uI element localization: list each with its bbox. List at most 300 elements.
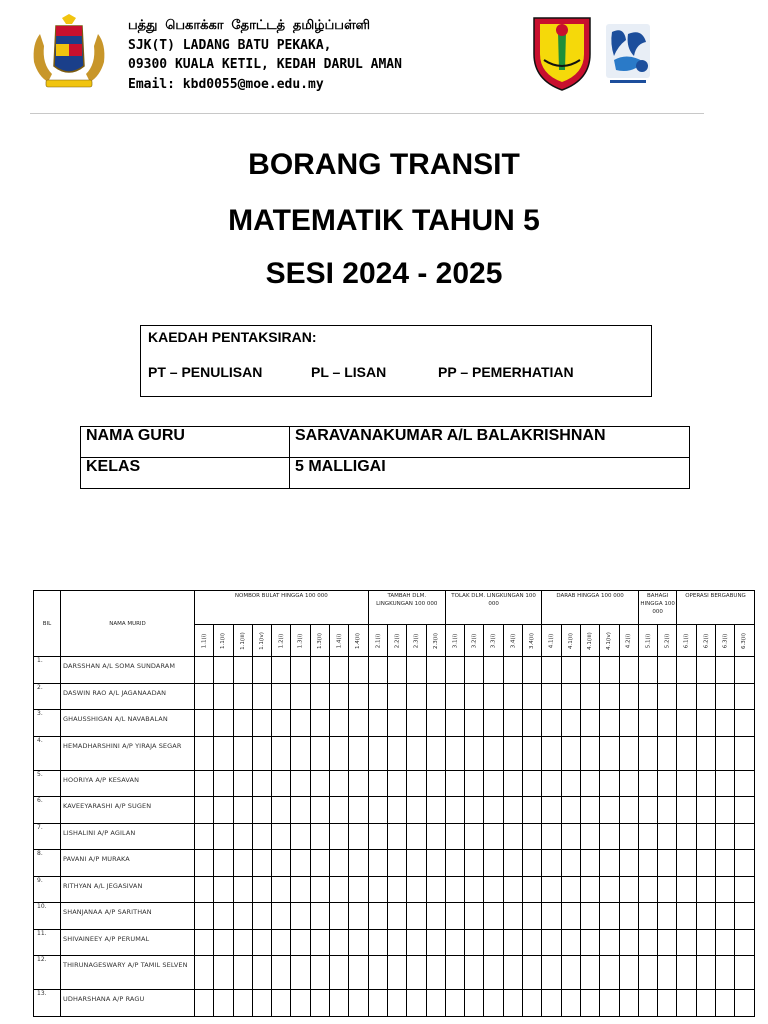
mark-cell[interactable] [503, 956, 522, 990]
mark-cell[interactable] [195, 710, 214, 737]
mark-cell[interactable] [658, 929, 677, 956]
mark-cell[interactable] [580, 903, 599, 930]
mark-cell[interactable] [580, 990, 599, 1017]
mark-cell[interactable] [368, 770, 387, 797]
mark-cell[interactable] [214, 797, 233, 824]
mark-cell[interactable] [716, 990, 735, 1017]
mark-cell[interactable] [426, 770, 445, 797]
mark-cell[interactable] [716, 770, 735, 797]
mark-cell[interactable] [445, 903, 464, 930]
mark-cell[interactable] [677, 903, 696, 930]
mark-cell[interactable] [503, 850, 522, 877]
mark-cell[interactable] [195, 770, 214, 797]
mark-cell[interactable] [542, 903, 561, 930]
mark-cell[interactable] [368, 929, 387, 956]
mark-cell[interactable] [696, 876, 715, 903]
mark-cell[interactable] [696, 850, 715, 877]
mark-cell[interactable] [716, 956, 735, 990]
mark-cell[interactable] [542, 823, 561, 850]
mark-cell[interactable] [233, 770, 252, 797]
mark-cell[interactable] [580, 929, 599, 956]
mark-cell[interactable] [214, 683, 233, 710]
mark-cell[interactable] [407, 683, 426, 710]
mark-cell[interactable] [291, 876, 310, 903]
mark-cell[interactable] [542, 929, 561, 956]
mark-cell[interactable] [368, 990, 387, 1017]
mark-cell[interactable] [580, 956, 599, 990]
mark-cell[interactable] [561, 736, 580, 770]
mark-cell[interactable] [716, 736, 735, 770]
mark-cell[interactable] [291, 850, 310, 877]
mark-cell[interactable] [600, 736, 619, 770]
mark-cell[interactable] [426, 990, 445, 1017]
mark-cell[interactable] [696, 797, 715, 824]
mark-cell[interactable] [310, 710, 329, 737]
mark-cell[interactable] [330, 903, 349, 930]
mark-cell[interactable] [426, 823, 445, 850]
mark-cell[interactable] [387, 929, 406, 956]
mark-cell[interactable] [291, 823, 310, 850]
mark-cell[interactable] [716, 929, 735, 956]
mark-cell[interactable] [272, 876, 291, 903]
mark-cell[interactable] [735, 770, 754, 797]
mark-cell[interactable] [310, 683, 329, 710]
mark-cell[interactable] [387, 770, 406, 797]
mark-cell[interactable] [484, 736, 503, 770]
mark-cell[interactable] [310, 770, 329, 797]
mark-cell[interactable] [195, 736, 214, 770]
mark-cell[interactable] [735, 903, 754, 930]
mark-cell[interactable] [484, 903, 503, 930]
mark-cell[interactable] [716, 876, 735, 903]
mark-cell[interactable] [330, 850, 349, 877]
mark-cell[interactable] [252, 797, 271, 824]
mark-cell[interactable] [426, 929, 445, 956]
mark-cell[interactable] [272, 929, 291, 956]
mark-cell[interactable] [445, 929, 464, 956]
mark-cell[interactable] [291, 797, 310, 824]
mark-cell[interactable] [580, 710, 599, 737]
mark-cell[interactable] [619, 683, 638, 710]
mark-cell[interactable] [349, 770, 368, 797]
mark-cell[interactable] [696, 956, 715, 990]
mark-cell[interactable] [484, 657, 503, 684]
mark-cell[interactable] [561, 823, 580, 850]
mark-cell[interactable] [484, 956, 503, 990]
mark-cell[interactable] [600, 850, 619, 877]
mark-cell[interactable] [368, 797, 387, 824]
mark-cell[interactable] [330, 956, 349, 990]
mark-cell[interactable] [214, 876, 233, 903]
mark-cell[interactable] [619, 929, 638, 956]
mark-cell[interactable] [330, 990, 349, 1017]
mark-cell[interactable] [484, 929, 503, 956]
mark-cell[interactable] [445, 797, 464, 824]
mark-cell[interactable] [445, 990, 464, 1017]
mark-cell[interactable] [291, 903, 310, 930]
mark-cell[interactable] [330, 683, 349, 710]
mark-cell[interactable] [600, 710, 619, 737]
mark-cell[interactable] [735, 850, 754, 877]
mark-cell[interactable] [272, 710, 291, 737]
mark-cell[interactable] [716, 657, 735, 684]
mark-cell[interactable] [696, 736, 715, 770]
mark-cell[interactable] [735, 823, 754, 850]
mark-cell[interactable] [523, 736, 542, 770]
mark-cell[interactable] [503, 797, 522, 824]
mark-cell[interactable] [542, 876, 561, 903]
mark-cell[interactable] [368, 657, 387, 684]
mark-cell[interactable] [465, 990, 484, 1017]
mark-cell[interactable] [272, 823, 291, 850]
mark-cell[interactable] [426, 903, 445, 930]
mark-cell[interactable] [658, 770, 677, 797]
mark-cell[interactable] [214, 850, 233, 877]
mark-cell[interactable] [368, 710, 387, 737]
mark-cell[interactable] [542, 956, 561, 990]
mark-cell[interactable] [214, 903, 233, 930]
mark-cell[interactable] [272, 683, 291, 710]
mark-cell[interactable] [252, 903, 271, 930]
mark-cell[interactable] [716, 850, 735, 877]
mark-cell[interactable] [619, 876, 638, 903]
mark-cell[interactable] [445, 956, 464, 990]
mark-cell[interactable] [195, 990, 214, 1017]
mark-cell[interactable] [214, 929, 233, 956]
mark-cell[interactable] [426, 710, 445, 737]
mark-cell[interactable] [330, 736, 349, 770]
mark-cell[interactable] [407, 823, 426, 850]
mark-cell[interactable] [716, 710, 735, 737]
mark-cell[interactable] [638, 710, 657, 737]
mark-cell[interactable] [619, 657, 638, 684]
mark-cell[interactable] [484, 850, 503, 877]
mark-cell[interactable] [503, 736, 522, 770]
mark-cell[interactable] [677, 683, 696, 710]
mark-cell[interactable] [349, 823, 368, 850]
mark-cell[interactable] [349, 850, 368, 877]
mark-cell[interactable] [503, 683, 522, 710]
mark-cell[interactable] [349, 710, 368, 737]
mark-cell[interactable] [580, 770, 599, 797]
mark-cell[interactable] [523, 710, 542, 737]
mark-cell[interactable] [561, 956, 580, 990]
mark-cell[interactable] [600, 990, 619, 1017]
mark-cell[interactable] [638, 736, 657, 770]
mark-cell[interactable] [195, 876, 214, 903]
mark-cell[interactable] [600, 929, 619, 956]
mark-cell[interactable] [252, 823, 271, 850]
mark-cell[interactable] [580, 797, 599, 824]
mark-cell[interactable] [426, 657, 445, 684]
mark-cell[interactable] [368, 736, 387, 770]
mark-cell[interactable] [387, 823, 406, 850]
mark-cell[interactable] [523, 770, 542, 797]
mark-cell[interactable] [677, 850, 696, 877]
mark-cell[interactable] [330, 797, 349, 824]
mark-cell[interactable] [523, 929, 542, 956]
mark-cell[interactable] [735, 797, 754, 824]
mark-cell[interactable] [658, 876, 677, 903]
mark-cell[interactable] [523, 956, 542, 990]
mark-cell[interactable] [638, 903, 657, 930]
mark-cell[interactable] [677, 797, 696, 824]
mark-cell[interactable] [291, 736, 310, 770]
mark-cell[interactable] [716, 823, 735, 850]
mark-cell[interactable] [484, 990, 503, 1017]
mark-cell[interactable] [291, 990, 310, 1017]
mark-cell[interactable] [465, 823, 484, 850]
mark-cell[interactable] [368, 903, 387, 930]
mark-cell[interactable] [349, 736, 368, 770]
mark-cell[interactable] [407, 990, 426, 1017]
mark-cell[interactable] [677, 657, 696, 684]
mark-cell[interactable] [465, 770, 484, 797]
mark-cell[interactable] [252, 929, 271, 956]
mark-cell[interactable] [195, 903, 214, 930]
mark-cell[interactable] [735, 990, 754, 1017]
mark-cell[interactable] [561, 990, 580, 1017]
mark-cell[interactable] [523, 903, 542, 930]
mark-cell[interactable] [465, 683, 484, 710]
mark-cell[interactable] [503, 710, 522, 737]
mark-cell[interactable] [291, 770, 310, 797]
mark-cell[interactable] [368, 850, 387, 877]
mark-cell[interactable] [272, 850, 291, 877]
mark-cell[interactable] [735, 657, 754, 684]
mark-cell[interactable] [561, 850, 580, 877]
mark-cell[interactable] [523, 990, 542, 1017]
mark-cell[interactable] [542, 657, 561, 684]
mark-cell[interactable] [658, 903, 677, 930]
mark-cell[interactable] [445, 736, 464, 770]
mark-cell[interactable] [523, 797, 542, 824]
mark-cell[interactable] [638, 929, 657, 956]
mark-cell[interactable] [387, 990, 406, 1017]
mark-cell[interactable] [387, 657, 406, 684]
mark-cell[interactable] [330, 876, 349, 903]
mark-cell[interactable] [387, 710, 406, 737]
mark-cell[interactable] [600, 823, 619, 850]
mark-cell[interactable] [696, 903, 715, 930]
mark-cell[interactable] [368, 956, 387, 990]
mark-cell[interactable] [677, 929, 696, 956]
mark-cell[interactable] [638, 770, 657, 797]
mark-cell[interactable] [407, 850, 426, 877]
mark-cell[interactable] [310, 797, 329, 824]
mark-cell[interactable] [233, 990, 252, 1017]
mark-cell[interactable] [310, 850, 329, 877]
mark-cell[interactable] [638, 657, 657, 684]
mark-cell[interactable] [310, 657, 329, 684]
mark-cell[interactable] [233, 956, 252, 990]
mark-cell[interactable] [272, 736, 291, 770]
mark-cell[interactable] [696, 657, 715, 684]
mark-cell[interactable] [658, 956, 677, 990]
mark-cell[interactable] [233, 736, 252, 770]
mark-cell[interactable] [600, 797, 619, 824]
mark-cell[interactable] [619, 956, 638, 990]
mark-cell[interactable] [619, 710, 638, 737]
mark-cell[interactable] [696, 710, 715, 737]
mark-cell[interactable] [484, 770, 503, 797]
mark-cell[interactable] [445, 710, 464, 737]
mark-cell[interactable] [735, 736, 754, 770]
mark-cell[interactable] [330, 770, 349, 797]
mark-cell[interactable] [349, 903, 368, 930]
mark-cell[interactable] [252, 956, 271, 990]
mark-cell[interactable] [330, 657, 349, 684]
mark-cell[interactable] [503, 770, 522, 797]
mark-cell[interactable] [561, 903, 580, 930]
mark-cell[interactable] [561, 929, 580, 956]
mark-cell[interactable] [658, 850, 677, 877]
mark-cell[interactable] [214, 990, 233, 1017]
mark-cell[interactable] [561, 683, 580, 710]
mark-cell[interactable] [735, 683, 754, 710]
mark-cell[interactable] [349, 657, 368, 684]
mark-cell[interactable] [465, 710, 484, 737]
mark-cell[interactable] [272, 770, 291, 797]
mark-cell[interactable] [426, 956, 445, 990]
mark-cell[interactable] [580, 736, 599, 770]
mark-cell[interactable] [233, 797, 252, 824]
mark-cell[interactable] [735, 876, 754, 903]
mark-cell[interactable] [638, 797, 657, 824]
mark-cell[interactable] [542, 710, 561, 737]
mark-cell[interactable] [658, 990, 677, 1017]
mark-cell[interactable] [484, 683, 503, 710]
mark-cell[interactable] [426, 850, 445, 877]
mark-cell[interactable] [233, 876, 252, 903]
mark-cell[interactable] [580, 876, 599, 903]
mark-cell[interactable] [619, 797, 638, 824]
mark-cell[interactable] [349, 990, 368, 1017]
mark-cell[interactable] [407, 903, 426, 930]
mark-cell[interactable] [658, 657, 677, 684]
mark-cell[interactable] [407, 929, 426, 956]
mark-cell[interactable] [233, 657, 252, 684]
mark-cell[interactable] [445, 683, 464, 710]
mark-cell[interactable] [503, 657, 522, 684]
mark-cell[interactable] [233, 710, 252, 737]
mark-cell[interactable] [368, 876, 387, 903]
mark-cell[interactable] [658, 736, 677, 770]
mark-cell[interactable] [465, 736, 484, 770]
mark-cell[interactable] [233, 850, 252, 877]
mark-cell[interactable] [484, 797, 503, 824]
mark-cell[interactable] [291, 929, 310, 956]
mark-cell[interactable] [291, 657, 310, 684]
mark-cell[interactable] [561, 710, 580, 737]
mark-cell[interactable] [195, 797, 214, 824]
mark-cell[interactable] [619, 990, 638, 1017]
mark-cell[interactable] [214, 710, 233, 737]
mark-cell[interactable] [619, 736, 638, 770]
mark-cell[interactable] [716, 683, 735, 710]
mark-cell[interactable] [465, 850, 484, 877]
mark-cell[interactable] [638, 956, 657, 990]
mark-cell[interactable] [272, 956, 291, 990]
mark-cell[interactable] [445, 770, 464, 797]
mark-cell[interactable] [291, 683, 310, 710]
mark-cell[interactable] [484, 823, 503, 850]
mark-cell[interactable] [387, 903, 406, 930]
mark-cell[interactable] [310, 876, 329, 903]
mark-cell[interactable] [407, 876, 426, 903]
mark-cell[interactable] [716, 903, 735, 930]
mark-cell[interactable] [407, 797, 426, 824]
mark-cell[interactable] [542, 770, 561, 797]
mark-cell[interactable] [252, 850, 271, 877]
mark-cell[interactable] [580, 823, 599, 850]
mark-cell[interactable] [368, 683, 387, 710]
mark-cell[interactable] [330, 823, 349, 850]
mark-cell[interactable] [426, 683, 445, 710]
mark-cell[interactable] [252, 710, 271, 737]
mark-cell[interactable] [445, 657, 464, 684]
mark-cell[interactable] [735, 956, 754, 990]
mark-cell[interactable] [619, 823, 638, 850]
mark-cell[interactable] [638, 823, 657, 850]
mark-cell[interactable] [465, 903, 484, 930]
mark-cell[interactable] [561, 770, 580, 797]
mark-cell[interactable] [638, 683, 657, 710]
mark-cell[interactable] [542, 990, 561, 1017]
mark-cell[interactable] [407, 736, 426, 770]
mark-cell[interactable] [387, 876, 406, 903]
mark-cell[interactable] [600, 956, 619, 990]
mark-cell[interactable] [272, 990, 291, 1017]
mark-cell[interactable] [387, 850, 406, 877]
mark-cell[interactable] [677, 710, 696, 737]
mark-cell[interactable] [696, 990, 715, 1017]
mark-cell[interactable] [696, 929, 715, 956]
mark-cell[interactable] [696, 770, 715, 797]
mark-cell[interactable] [407, 657, 426, 684]
mark-cell[interactable] [716, 797, 735, 824]
mark-cell[interactable] [407, 956, 426, 990]
mark-cell[interactable] [426, 876, 445, 903]
mark-cell[interactable] [600, 876, 619, 903]
mark-cell[interactable] [465, 657, 484, 684]
mark-cell[interactable] [426, 797, 445, 824]
mark-cell[interactable] [600, 770, 619, 797]
mark-cell[interactable] [252, 657, 271, 684]
mark-cell[interactable] [580, 657, 599, 684]
mark-cell[interactable] [349, 683, 368, 710]
mark-cell[interactable] [542, 797, 561, 824]
mark-cell[interactable] [561, 876, 580, 903]
mark-cell[interactable] [252, 876, 271, 903]
mark-cell[interactable] [310, 990, 329, 1017]
mark-cell[interactable] [735, 710, 754, 737]
mark-cell[interactable] [426, 736, 445, 770]
mark-cell[interactable] [349, 956, 368, 990]
mark-cell[interactable] [387, 683, 406, 710]
mark-cell[interactable] [252, 990, 271, 1017]
mark-cell[interactable] [387, 956, 406, 990]
mark-cell[interactable] [195, 956, 214, 990]
mark-cell[interactable] [233, 683, 252, 710]
mark-cell[interactable] [503, 823, 522, 850]
mark-cell[interactable] [349, 929, 368, 956]
mark-cell[interactable] [252, 683, 271, 710]
mark-cell[interactable] [523, 850, 542, 877]
mark-cell[interactable] [561, 657, 580, 684]
mark-cell[interactable] [291, 956, 310, 990]
mark-cell[interactable] [523, 876, 542, 903]
